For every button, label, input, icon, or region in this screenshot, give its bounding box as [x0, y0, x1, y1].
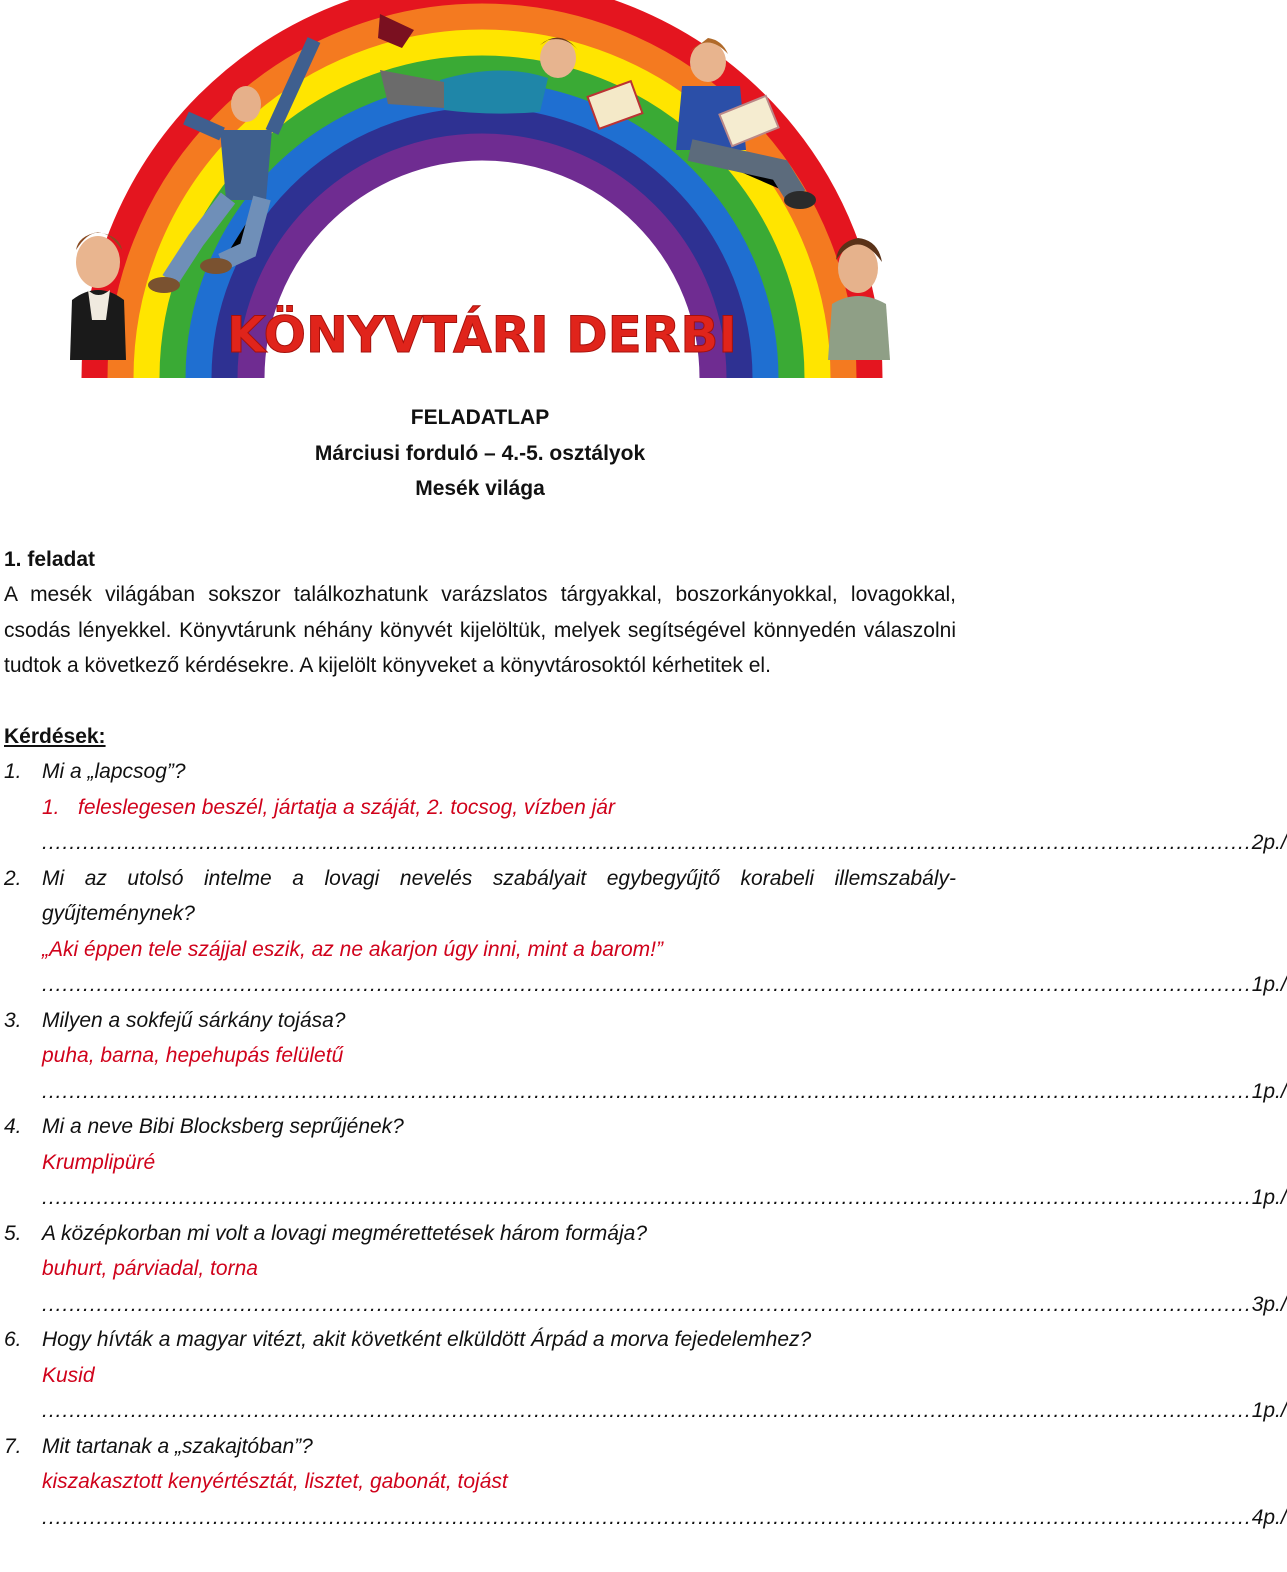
question-number: 1. — [4, 760, 22, 783]
question-list — [4, 754, 1287, 1535]
points-label: 1p./ — [1251, 1186, 1287, 1209]
answer-line — [4, 1180, 1287, 1216]
question-number: 5. — [4, 1221, 22, 1245]
points-label: 2p./ — [1251, 831, 1287, 854]
question-item — [4, 1322, 956, 1358]
question-text: Mit tartanak a „szakajtóban”? — [42, 1434, 313, 1458]
answer-text — [4, 790, 956, 826]
question-number: 6. — [4, 1328, 22, 1351]
answer-body: feleslegesen beszél, jártatja a száját, 2. tocsog, vízben jár — [78, 795, 615, 819]
question-number: 2. — [4, 866, 22, 890]
banner — [0, 0, 960, 390]
task-description: A mesék világában sokszor találkozhatunk varázslatos tárgyakkal, boszorkányokkal, lovagokkal, csodás lényekkel. Könyvtárunk néhány könyvét kijelöltük, melyek segítségével könnyedén válaszolni tudtok a következő kérdésekre. A kijelölt könyveket a könyvtárosoktól kérhetitek el. — [4, 583, 956, 677]
answer-line — [4, 1393, 1287, 1429]
question-item — [4, 754, 956, 790]
answer-text: Kusid — [42, 1363, 95, 1387]
question-text: Mi a neve Bibi Blocksberg seprűjének? — [42, 1115, 404, 1138]
question-text: Milyen a sokfejű sárkány tojása? — [42, 1008, 346, 1032]
worksheet-round: Márciusi forduló – 4.-5. osztályok — [314, 441, 646, 465]
dotted-fill: ................................................................................................................................................................................. — [42, 973, 1252, 996]
answer-text: Krumplipüré — [42, 1150, 156, 1174]
spacer — [4, 507, 956, 542]
points-label: 3p./ — [1251, 1292, 1287, 1316]
rainbow-banner-graphic — [0, 0, 960, 390]
answer-text: kiszakasztott kenyértésztát, lisztet, gabonát, tojást — [42, 1470, 508, 1493]
dotted-fill: ................................................................................................................................................................................. — [42, 1079, 1252, 1103]
banner-title: KÖNYVTÁRI DERBI — [226, 306, 738, 364]
points-label: 1p./ — [1251, 973, 1287, 996]
answer-text: „Aki éppen tele szájjal eszik, az ne akarjon úgy inni, mint a barom!” — [42, 937, 663, 961]
points-label: 1p./ — [1251, 1079, 1287, 1103]
dotted-fill: ................................................................................................................................................................................. — [42, 1505, 1252, 1529]
question-number: 3. — [4, 1008, 22, 1032]
worksheet-title: FELADATLAP — [410, 406, 550, 429]
points-label: 1p./ — [1251, 1399, 1287, 1422]
question-item — [4, 1429, 956, 1465]
question-item — [4, 1216, 956, 1252]
answer-number: 1. — [42, 795, 60, 819]
questions-heading: Kérdések: — [4, 724, 106, 748]
question-number: 4. — [4, 1115, 22, 1138]
question-text: A középkorban mi volt a lovagi megmérettetések három formája? — [42, 1221, 648, 1245]
worksheet — [4, 400, 1287, 1535]
question-item — [4, 1003, 956, 1039]
answer-text: puha, barna, hepehupás felületű — [42, 1044, 344, 1067]
question-text: Mi az utolsó intelme a lovagi nevelés szabályait egybegyűjtő korabeli illemszabály-gyűjteménynek? — [42, 866, 956, 925]
worksheet-theme: Mesék világa — [415, 477, 545, 500]
points-label: 4p./ — [1251, 1505, 1287, 1529]
question-text: Mi a „lapcsog”? — [42, 760, 186, 783]
person-left-figure — [70, 232, 126, 360]
dotted-fill: ................................................................................................................................................................................. — [42, 831, 1252, 854]
answer-line — [4, 1500, 1287, 1536]
dotted-fill: ................................................................................................................................................................................. — [42, 1186, 1252, 1209]
answer-line — [4, 1287, 1287, 1323]
question-item — [4, 861, 956, 932]
question-item — [4, 1109, 956, 1145]
dotted-fill: ................................................................................................................................................................................. — [42, 1292, 1252, 1316]
answer-line — [4, 967, 1287, 1003]
question-number: 7. — [4, 1434, 22, 1458]
dotted-fill: ................................................................................................................................................................................. — [42, 1399, 1252, 1422]
question-text: Hogy hívták a magyar vitézt, akit követként elküldött Árpád a morva fejedelemhez? — [42, 1328, 812, 1351]
spacer — [4, 684, 956, 719]
answer-line — [4, 825, 1287, 861]
answer-text: buhurt, párviadal, torna — [42, 1257, 258, 1280]
answer-line — [4, 1074, 1287, 1110]
task-title: 1. feladat — [4, 547, 96, 571]
